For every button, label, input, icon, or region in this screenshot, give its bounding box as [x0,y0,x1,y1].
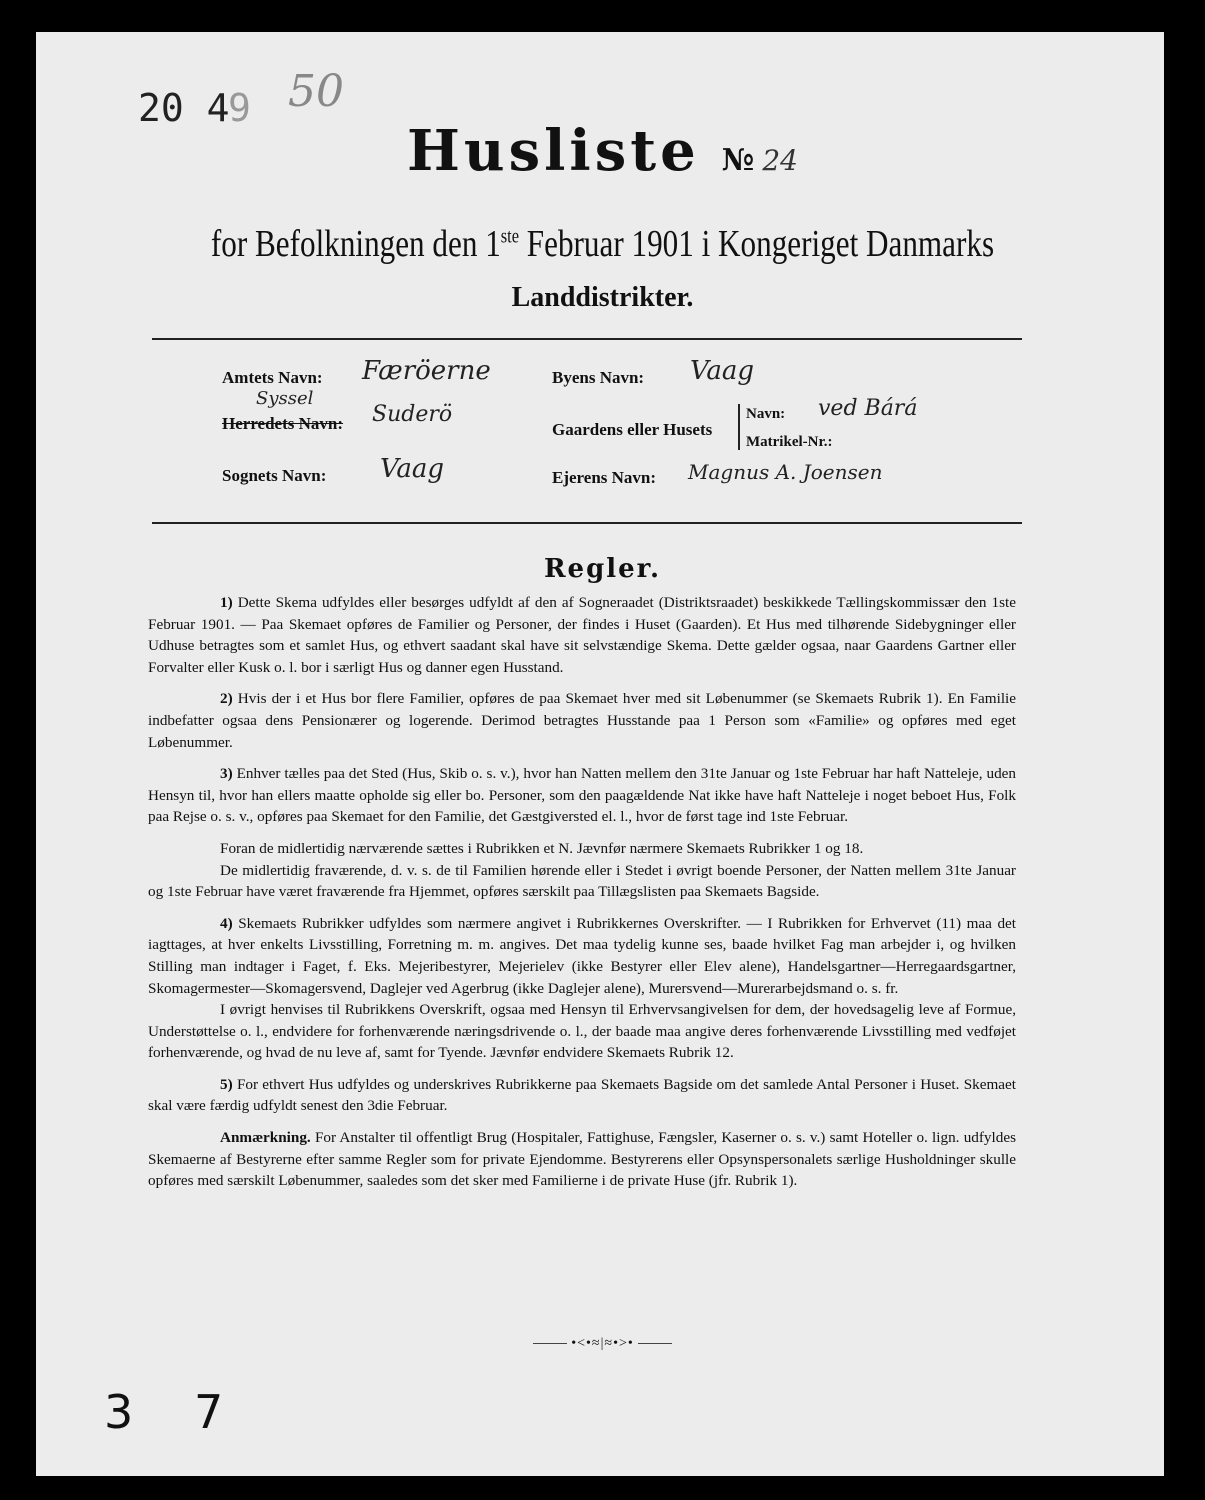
rule-paragraph [148,838,1016,860]
list-number: 24 [762,144,798,177]
rule-paragraph [148,763,1016,828]
rule-text: De midlertidig fraværende, d. v. s. de til Familien hørende eller i Stedet i øvrigt boende Personer, der Natten mellem 31te Januar og 1ste Februar have været fraværende fra Hjemmet, opføres særskilt paa Tillægslisten paa Skemaets Bagside. [148,861,1016,901]
rule-text: For Anstalter til offentligt Brug (Hospitaler, Fattighuse, Fængsler, Kaserner o. s. v.) samt Hoteller o. lign. udfyldes Skemaerne af Bestyrerne efter samme Regler som for private Ejendomme. Bestyrerens eller Opsynspersonalets særlige Husholdninger skulle opføres med særskilt Løbenummer, saaledes som det sker med Familierne i de private Huse (jfr. Rubrik 1). [148,1129,1016,1190]
herred-label: Herredets Navn: [222,414,344,433]
rule-text: Dette Skema udfyldes eller besørges udfyldt af den af Sogneraadet (Distriktsraadet) beskikkede Tællingskommissær den 1ste Februar 1901. — Paa Skemaet opføres de Familier og Personer, der findes i Huset (Gaarden). Et Hus med tilhørende Sidebygninger eller Udhuse betragtes som et samlet Hus, og ethvert saadant skal have sit selvstændige Skema. Dette gælder ogsaa, naar Gaardens Gartner eller Forvalter eller Kusk o. l. bor i særligt Hus og danner egen Husstand. [148,594,1016,676]
rule-text: I øvrigt henvises til Rubrikkens Overskrift, ogsaa med Hensyn til Erhvervsangivelsen for dem, der hovedsagelig leve af Formue, Understøttelse o. l., endvidere for forhenværende næringsdrivende o. l., der baade maa angive deres forhenværende Livsstilling med vedføjet forhenværende, og hvad de nu leve af, samt for Tyende. Jævnfør endvidere Skemaets Rubrik 12. [148,1001,1016,1062]
rule-text: Hvis der i et Hus bor flere Familier, opføres de paa Skemaet hver med sit Løbenummer (se Skemaets Rubrik 1). En Familie indbefatter ogsaa dens Pensionærer og logerende. Derimod betragtes Husstande paa 1 Person som «Familie» og opføres med eget Løbenummer. [148,690,1017,751]
rule-text: Enhver tælles paa det Sted (Hus, Skib o. s. v.), hvor han Natten mellem den 31te Januar og 1ste Februar har haft Natteleje, uden Hensyn til, hvor han ellers maatte opholde sig eller bo. Personer, som den paagældende Nat ikke have haft Natteleje i noget beboet Hus, Folk paa Rejse o. s. v., opføres paa Skemaet for den Familie, det Gæstgiversted el. l., hvor de først tage ind 1ste Februar. [148,765,1016,826]
rule-paragraph [148,913,1016,999]
subtitle-pre: for Befolkningen den 1 [210,223,501,265]
rule-text: Foran de midlertidig nærværende sættes i Rubrikken et N. Jævnfør nærmere Skemaets Rubrikker 1 og 18. [220,839,864,857]
rule-paragraph [148,1074,1016,1117]
rule-paragraph [148,688,1016,753]
matrikel-label: Matrikel-Nr.: [746,434,833,450]
navn-value: ved Bárá [818,396,918,421]
number-sign: № [721,143,755,178]
ejer-value: Magnus A. Joensen [688,460,883,484]
subtitle [108,222,1096,266]
rule-number: 2) [220,690,233,708]
rule-text: For ethvert Hus udfyldes og underskrives Rubrikkerne paa Skemaets Bagside om det samlede Antal Personer i Huset. Skemaet skal være færdig udfyldt senest den 3die Februar. [148,1075,1016,1115]
district-heading: Landdistrikter. [511,282,694,313]
rules-heading: Regler. [543,554,662,584]
by-value: Vaag [690,356,755,386]
by-label: Byens Navn: [552,368,645,387]
rule-number: 1) [220,594,233,611]
sogn-label: Sognets Navn: [222,466,327,485]
rule-number: 5) [220,1075,233,1093]
rule-paragraph [148,860,1016,903]
sogn-value: Vaag [380,454,445,484]
amt-value: Færöerne [362,356,491,386]
rule-number: 4) [220,914,233,932]
top-divider [152,338,1022,340]
bottom-number-2: 7 [194,1385,224,1439]
rule-text: Skemaets Rubrikker udfyldes som nærmere angivet i Rubrikkernes Overskrifter. — I Rubrikken for Erhvervet (11) maa det iagttages, at hver enkelts Livsstilling, Forretning m. m. angives. Det maa tydelig kunne ses, baade hvilket Fag man arbejder i, og hvilken Stilling man indtager i Faget, f. Eks. Mejeribestyrer, Mejerielev (ikke Bestyrer eller Elev alene), Handelsgartner—Herregaardsgartner, Skomagermester—Skomagersvend, Daglejer ved Agerbrug (ikke Daglejer alene), Murersvend—Murerarbejdsmand o. s. fr. [148,914,1017,997]
ornament [0,1336,1205,1352]
bottom-number-1: 3 [104,1385,134,1439]
amt-label: Amtets Navn: [222,368,323,387]
sysel-note: Syssel [256,388,314,409]
herred-value: Suderö [372,402,453,427]
ornament-line-right [638,1343,672,1344]
rule-paragraph [148,1127,1016,1192]
rule-number: Anmærkning. [220,1129,311,1147]
rule-paragraph [148,592,1016,678]
page-title: Husliste [407,118,700,184]
corner-handwritten-number: 50 [288,66,344,117]
gaard-label: Gaardens eller Husets [552,420,713,439]
ornament-glyph: •<•≈|≈•>• [571,1336,634,1351]
gaard-bracket [738,404,740,450]
subtitle-sup: ste [500,225,520,248]
navn-label: Navn: [746,406,786,422]
bottom-divider [152,522,1022,524]
rules-body [148,592,1016,1202]
rule-paragraph [148,999,1016,1064]
rule-number: 3) [220,765,233,783]
ornament-line-left [533,1343,567,1344]
corner-printed-number: 20 4 [138,86,230,130]
corner-faded-number: 9 [228,86,251,130]
title-row [0,118,1205,184]
subtitle-post: Februar 1901 i Kongeriget Danmarks [519,223,995,265]
ejer-label: Ejerens Navn: [552,468,657,487]
